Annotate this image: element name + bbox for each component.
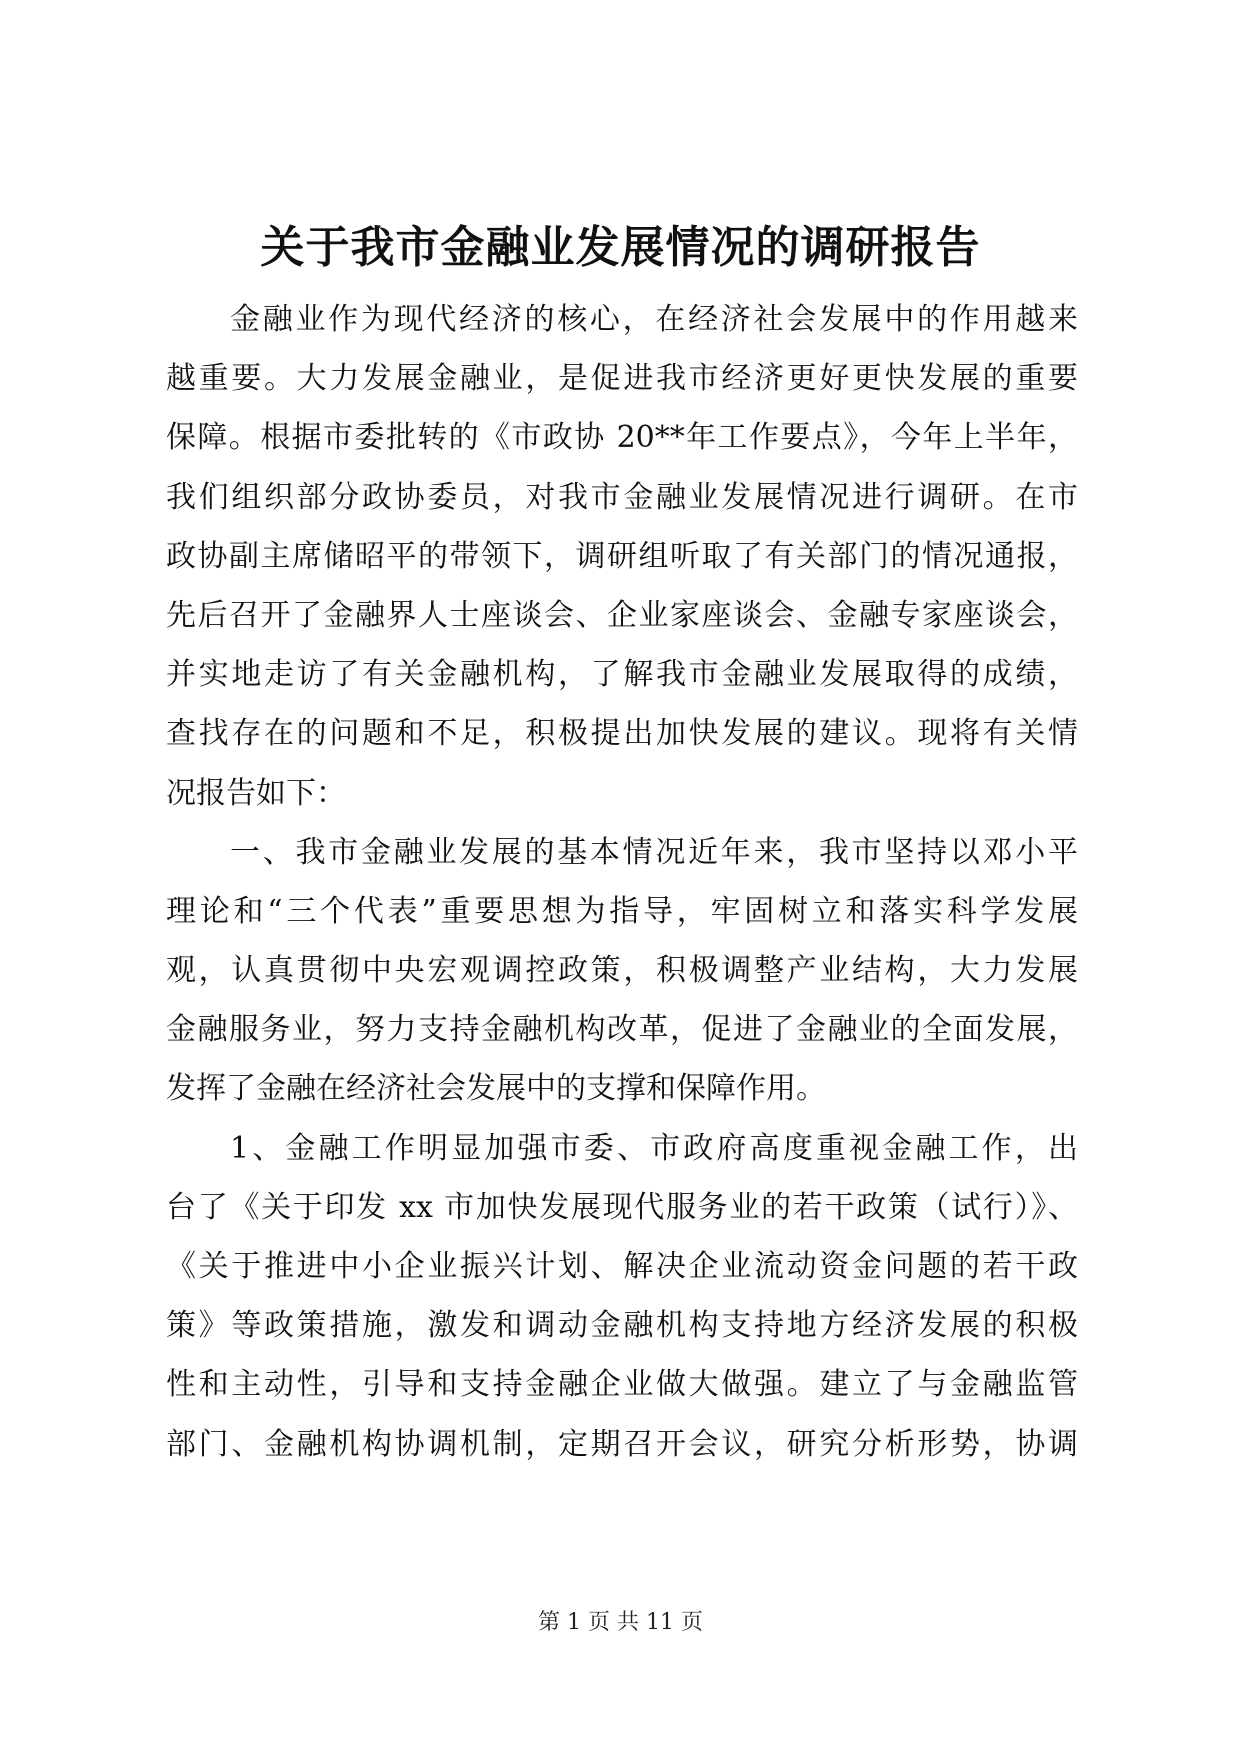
text-line: 一、我市金融业发展的基本情况近年来，我市坚持以邓小平 (230, 834, 1078, 870)
text-line: 策》等政策措施，激发和调动金融机构支持地方经济发展的积极 (166, 1308, 1078, 1344)
text-line: 保障。根据市委批转的《市政协 20**年工作要点》，今年上半年， (166, 420, 1078, 456)
text-line: 部门、金融机构协调机制，定期召开会议，研究分析形势，协调 (166, 1426, 1078, 1462)
text-line: 越重要。大力发展金融业，是促进我市经济更好更快发展的重要 (166, 361, 1078, 397)
page-title: 关于我市金融业发展情况的调研报告 (260, 222, 981, 273)
page-footer: 第 1 页 共 11 页 (538, 1610, 703, 1635)
text-line: 查找存在的问题和不足，积极提出加快发展的建议。现将有关情 (166, 716, 1078, 752)
text-line: 我们组织部分政协委员，对我市金融业发展情况进行调研。在市 (166, 479, 1078, 515)
text-line: 金融业作为现代经济的核心，在经济社会发展中的作用越来 (230, 302, 1078, 337)
text-line: 政协副主席储昭平的带领下，调研组听取了有关部门的情况通报， (166, 538, 1078, 574)
text-line: 性和主动性，引导和支持金融企业做大做强。建立了与金融监管 (166, 1367, 1078, 1403)
text-line: 金融服务业，努力支持金融机构改革，促进了金融业的全面发展， (166, 1012, 1078, 1048)
text-line: 《关于推进中小企业振兴计划、解决企业流动资金问题的若干政 (166, 1249, 1078, 1284)
text-line: 先后召开了金融界人士座谈会、企业家座谈会、金融专家座谈会， (166, 597, 1078, 633)
text-line: 理论和“三个代表”重要思想为指导，牢固树立和落实科学发展 (166, 893, 1078, 929)
text-line: 1、金融工作明显加强市委、市政府高度重视金融工作，出 (230, 1130, 1078, 1166)
text-line: 况报告如下： (166, 775, 346, 811)
text-line: 发挥了金融在经济社会发展中的支撑和保障作用。 (166, 1071, 826, 1107)
text-line: 并实地走访了有关金融机构，了解我市金融业发展取得的成绩， (166, 657, 1078, 693)
text-line: 台了《关于印发 xx 市加快发展现代服务业的若干政策（试行）》、 (166, 1189, 1078, 1225)
body-text (166, 290, 1078, 1474)
text-line: 观，认真贯彻中央宏观调控政策，积极调整产业结构，大力发展 (166, 953, 1078, 989)
